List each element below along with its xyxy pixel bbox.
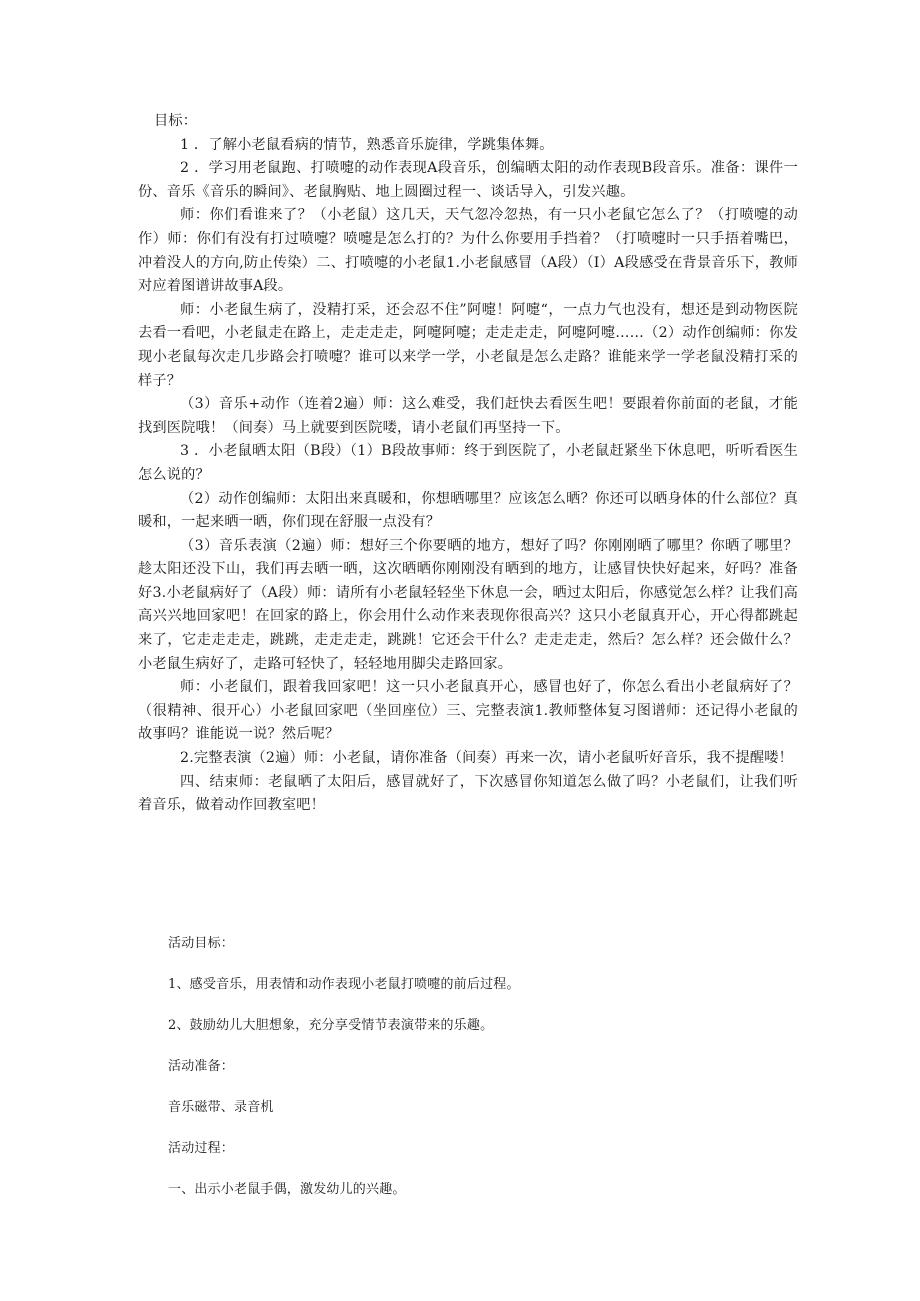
paragraph-ending: 四、结束师：老鼠晒了太阳后，感冒就好了，下次感冒你知道怎么做了吗？小老鼠们，让我们听着音乐，做着动作回教室吧！ bbox=[138, 773, 798, 814]
activity-preparation-items: 音乐磁带、录音机 bbox=[168, 1100, 274, 1115]
goal-item-2-and-preparation: 2 ．学习用老鼠跑、打喷嚏的动作表现A段音乐，创编晒太阳的动作表现B段音乐。准备：课件一份、音乐《音乐的瞬间》、老鼠胸贴、地上圆圈过程一、谈话导入，引发兴趣。 bbox=[138, 160, 798, 200]
activity-process-step-1: 一、出示小老鼠手偶，激发幼儿的兴趣。 bbox=[168, 1182, 406, 1197]
paragraph-music-performance: （3）音乐表演（2遍）师：想好三个你要晒的地方，想好了吗？你刚刚晒了哪里？你晒了哪里？趁太阳还没下山，我们再去晒一晒，这次晒晒你刚刚没有晒到的地方，让感冒快快好起来，好吗？准备好3.小老鼠病好了（A段）师：请所有小老鼠轻轻坐下休息一会，晒过太阳后，你感觉怎么样？让我们高高兴兴地回家吧！在回家的路上，你会用什么动作来表现你很高兴？这只小老鼠真开心，开心得都跳起来了，它走走走走，跳跳，走走走走，跳跳！它还会干什么？走走走走，然后？怎么样？还会做什么？小老鼠生病好了，走路可轻快了，轻轻地用脚尖走路回家。 bbox=[138, 537, 798, 672]
goal-heading: 目标： bbox=[154, 113, 198, 129]
paragraph-action-creation: （2）动作创编师：太阳出来真暖和，你想晒哪里？应该怎么晒？你还可以晒身体的什么部位？真暖和，一起来晒一晒，你们现在舒服一点没有？ bbox=[138, 490, 798, 531]
paragraph-music-action: （3）音乐+动作（连着2遍）师：这么难受，我们赶快去看医生吧！要跟着你前面的老鼠，才能找到医院哦！（间奏）马上就要到医院喽，请小老鼠们再坚持一下。 bbox=[138, 396, 798, 436]
goal-item-1: 1 ．了解小老鼠看病的情节，熟悉音乐旋律，学跳集体舞。 bbox=[180, 136, 554, 153]
paragraph-go-home: 师：小老鼠们，跟着我回家吧！这一只小老鼠真开心，感冒也好了，你怎么看出小老鼠病好了？（很精神、很开心）小老鼠回家吧（坐回座位）三、完整表演1.教师整体复习图谱师：还记得小老鼠的故事吗？谁能说一说？然后呢？ bbox=[138, 679, 798, 743]
paragraph-b-section: 3 ．小老鼠晒太阳（B段）（1）B段故事师：终于到医院了，小老鼠赶紧坐下休息吧，听听看医生怎么说的？ bbox=[138, 443, 798, 483]
activity-goal-2: 2、鼓励幼儿大胆想象，充分享受情节表演带来的乐趣。 bbox=[168, 1018, 494, 1033]
paragraph-a-section-story: 师：小老鼠生病了，没精打采，还会忍不住”阿嚏！阿嚏“，一点力气也没有，想还是到动物医院去看一看吧，小老鼠走在路上，走走走走，阿嚏阿嚏；走走走走，阿嚏阿嚏……（2）动作创编师：你发现小老鼠每次走几步路会打喷嚏？谁可以来学一学，小老鼠是怎么走路？谁能来学一学老鼠没精打采的样子？ bbox=[138, 301, 798, 389]
activity-goal-heading: 活动目标： bbox=[168, 936, 235, 951]
activity-goal-1: 1、感受音乐，用表情和动作表现小老鼠打喷嚏的前后过程。 bbox=[168, 977, 520, 992]
activity-preparation-heading: 活动准备： bbox=[168, 1059, 235, 1074]
paragraph-intro-dialogue: 师：你们看谁来了？（小老鼠）这几天，天气忽冷忽热，有一只小老鼠它怎么了？（打喷嚏的动作）师：你们有没有打过喷嚏？喷嚏是怎么打的？为什么你要用手挡着？（打喷嚏时一只手捂着嘴巴，冲着没人的方向,防止传染）二、打喷嚏的小老鼠1.小老鼠感冒（A段）（I）A段感受在背景音乐下，教师对应着图谱讲故事A段。 bbox=[138, 207, 798, 295]
activity-process-heading: 活动过程： bbox=[168, 1141, 235, 1156]
activity-plan-section bbox=[168, 934, 808, 1221]
paragraph-full-performance: 2.完整表演（2遍）师：小老鼠，请你准备（间奏）再来一次，请小老鼠听好音乐，我不提醒喽！ bbox=[180, 750, 794, 767]
lesson-plan-section bbox=[138, 110, 798, 818]
